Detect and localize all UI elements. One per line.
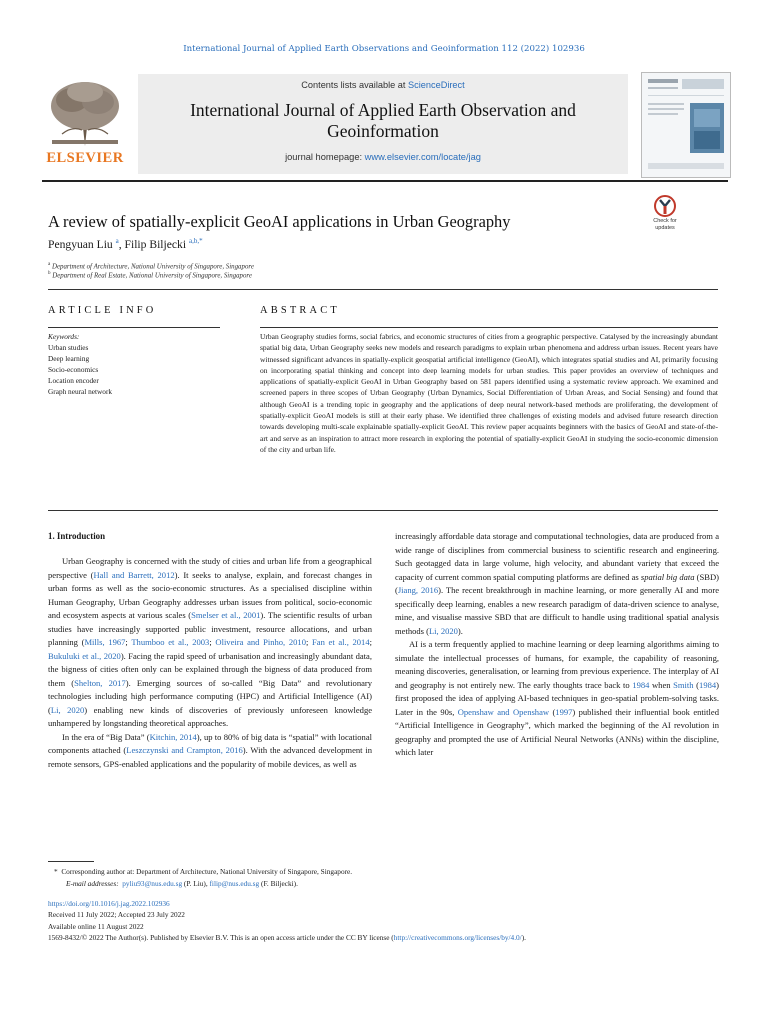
- corresponding-text: Corresponding author at: Department of Architecture, National University of Singapore, Singapore.: [61, 867, 353, 876]
- affiliation-marker[interactable]: a,b,*: [188, 237, 203, 245]
- citation-link[interactable]: Oliveira and Pinho, 2010: [215, 637, 306, 647]
- citation-link[interactable]: Smelser et al., 2001: [191, 610, 261, 620]
- header-rule: [42, 180, 728, 182]
- affiliation-mark: b: [48, 271, 51, 276]
- abstract-heading: ABSTRACT: [260, 305, 340, 316]
- check-updates-icon: [646, 194, 684, 218]
- paragraph: In the era of “Big Data” (Kitchin, 2014), up to 80% of big data is “spatial” with locational components attached (Leszczynski and Crampton, 2016). With the advanced development in remote sensors, GPS-enabled applications and the popularity of mobile devices, as well as: [48, 731, 372, 769]
- citation-link[interactable]: Fan et al., 2014: [312, 637, 370, 647]
- corresponding-note: [48, 866, 728, 878]
- affiliation-text: Department of Architecture, National University of Singapore, Singapore: [51, 263, 254, 271]
- affiliation-mark: a: [48, 262, 51, 267]
- keyword: Socio-economics: [48, 365, 99, 375]
- article-info-rule: [48, 327, 220, 328]
- affiliation-marker[interactable]: a: [115, 237, 119, 245]
- email-link[interactable]: filip@nus.edu.sg: [209, 879, 260, 888]
- running-head: International Journal of Applied Earth Observations and Geoinformation 112 (2022) 102936: [183, 44, 585, 54]
- keywords-list: [48, 331, 220, 398]
- homepage-line: [138, 152, 628, 162]
- citation-link[interactable]: Bukuluki et al., 2020: [48, 650, 121, 661]
- emphasis-text: spatial big data: [640, 571, 695, 582]
- check-updates-line1: Check for: [653, 218, 677, 224]
- abstract-text: Urban Geography studies forms, social fabrics, and economic structures of cities from a geographic perspective. Catalysed by the increasingly abundant spatial big data, Urban Geography seeks new models and research paradigms to explain urban phenomena and address urban issues. Recent years have witnessed significant advances in spatially-explicit geospatial artificial intelligence (GeoAI), which integrates spatial studies and AI, primarily focusing on incorporating spatial thinking and concept into deep learning models for urban studies. This paper provides an overview of techniques and applications of spatially-explicit GeoAI in Urban Geography based on 581 papers identified using a systematic review approach. We examined and screened papers in three scopes of Urban Geography (Urban Dynamics, Social Differentiation of Urban Areas, and Social Sensing) and found that although GeoAI is a trending topic in geography and the applications of deep neural network-based methods are proliferating, the development of spatially-explicit GeoAI models is still at their early phase. We identified three challenges of existing models and advised future research direction towards developing multi-scale explainable spatially-explicit GeoAI. This review paper acquaints beginners with the basics of GeoAI and state-of-the-art and serve as an inspiration to attract more research in exploring the potential of spatially-explicit GeoAI in studying the socio-economic dimension of the city and urban life.: [260, 332, 718, 454]
- citation-link[interactable]: 1984: [699, 679, 717, 690]
- footnote-star: *: [54, 867, 58, 876]
- affiliation: [48, 271, 252, 279]
- license-link[interactable]: http://creativecommons.org/licenses/by/4.0/: [393, 933, 522, 943]
- journal-title: International Journal of Applied Earth Observation and Geoinformation: [190, 100, 576, 141]
- footnote: [48, 866, 728, 890]
- citation-link[interactable]: Smith: [673, 679, 694, 690]
- paragraph: AI is a term frequently applied to machine learning or deep learning algorithms aiming to simulate the intellectual processes of humans, for example, the capability of reasoning, meaning discoveries, generalisation, or learning from previous experience. The interplay of AI and geography is not entirely new. The early thoughts trace back to 1984 when Smith (1984) first proposed the idea of applying AI-based techniques in geo-spatial problem-solving tasks. Later in the 90s, Openshaw and Openshaw (1997) published their influential book entitled “Artificial Intelligence in Geography”, which marked the beginning of the AI revolution in geography and prompted the use of Artificial Neural Networks (ANNs) within the discipline, which later: [395, 639, 719, 757]
- citation-link[interactable]: 1997: [555, 706, 573, 717]
- author-list: Pengyuan Liu $^a$, Filip Biljecki $^{a,b,*}$: [48, 237, 203, 251]
- doi-link[interactable]: https://doi.org/10.1016/j.jag.2022.102936: [48, 899, 170, 908]
- corresponding-author-star[interactable]: *: [199, 237, 203, 245]
- citation-link[interactable]: Shelton, 2017: [74, 677, 126, 688]
- footnote-rule: [48, 861, 94, 862]
- affiliation-text: Department of Real Estate, National University of Singapore, Singapore: [52, 272, 252, 280]
- section-rule: [48, 510, 718, 511]
- section-rule: [48, 289, 718, 290]
- keyword: Urban studies: [48, 343, 89, 353]
- publication-info: [48, 898, 526, 944]
- citation-link[interactable]: Hall and Barrett, 2012: [93, 569, 175, 580]
- license-line: 1569-8432/© 2022 The Author(s). Published by Elsevier B.V. This is an open access article under the CC BY license (http://creativecommons.org/licenses/by/4.0/).: [48, 933, 526, 943]
- online-date: Available online 11 August 2022: [48, 921, 144, 931]
- paragraph: Urban Geography is concerned with the study of cities and urban life from a geographical perspective (Hall and Barrett, 2012). It seeks to analyse, explain, and forecast changes in urban forms as well as the socio-economic structures. As a specialised discipline within Human Geography, Urban Geography addresses urban issues from political, socio-economic and ecosystem aspects at various scales (Smelser et al., 2001). The scientific results of urban studies have increasingly supported public investment, resource allocations, and urban planning (Mills, 1967; Thumboo et al., 2003; Oliveira and Pinho, 2010; Fan et al., 2014; Bukuluki et al., 2020). Facing the rapid speed of urbanisation and increasingly abundant data, the bigness of cities often only can be explained through the bigness of data produced from them (Shelton, 2017). Emerging sources of so-called “Big Data” and revolutionary technologies including high performance computing (HPC) and Artificial Intelligence (AI) (Li, 2020) enabling new kinds of discoveries of previously unforeseen knowledge unhampered by longstanding theoretical approaches.: [48, 556, 373, 728]
- citation-link[interactable]: Mills, 1967: [84, 637, 126, 647]
- keyword: Deep learning: [48, 354, 90, 364]
- keyword: Graph neural network: [48, 387, 113, 397]
- email-line: E-mail addresses: pyliu93@nus.edu.sg (P. Liu), filip@nus.edu.sg (F. Biljecki).: [66, 879, 298, 888]
- email-link[interactable]: pyliu93@nus.edu.sg: [122, 879, 183, 888]
- email-label: E-mail addresses:: [66, 879, 119, 888]
- contents-prefix: Contents lists available at: [301, 80, 409, 90]
- article-title: A review of spatially-explicit GeoAI applications in Urban Geography: [48, 212, 511, 231]
- citation-link[interactable]: Jiang, 2016: [397, 585, 439, 595]
- left-column: [48, 555, 372, 771]
- keyword: Location encoder: [48, 376, 99, 386]
- citation-link[interactable]: Li, 2020: [428, 625, 458, 636]
- elsevier-logo-text: ELSEVIER: [46, 150, 124, 166]
- citation-link[interactable]: Kitchin, 2014: [149, 731, 197, 742]
- check-for-updates-badge[interactable]: [646, 194, 684, 234]
- received-dates: Received 11 July 2022; Accepted 23 July 2022: [48, 910, 185, 920]
- citation-link[interactable]: Li, 2020: [50, 704, 85, 715]
- right-column: [395, 530, 719, 760]
- affiliation: [48, 262, 254, 270]
- introduction-heading: 1. Introduction: [48, 531, 106, 541]
- citation-link[interactable]: Leszczynski and Crampton, 2016: [126, 745, 243, 755]
- author-name[interactable]: Filip Biljecki: [124, 237, 187, 251]
- homepage-link[interactable]: www.elsevier.com/locate/jag: [364, 152, 481, 162]
- article-info-heading: ARTICLE INFO: [48, 305, 157, 316]
- check-updates-line2: updates: [655, 224, 675, 231]
- author-name[interactable]: Pengyuan Liu: [48, 237, 113, 251]
- citation-link[interactable]: 1984: [632, 679, 650, 690]
- citation-link[interactable]: Openshaw and Openshaw: [457, 706, 550, 717]
- contents-line: [138, 80, 628, 90]
- abstract-rule: [260, 327, 718, 328]
- citation-link[interactable]: Thumboo et al., 2003: [131, 637, 210, 647]
- journal-cover-thumbnail[interactable]: [641, 72, 731, 178]
- keywords-label: Keywords:: [48, 332, 80, 341]
- homepage-prefix: journal homepage:: [285, 152, 365, 162]
- paragraph: increasingly affordable data storage and computational technologies, data are produced from a wide range of disciplines from commercial business to scientific research and engineering. Such geotagged data in large volume, high velocity, and abundant variety that exceed the capacity of current common spatial computing platforms are defined as spatial big data (SBD) (Jiang, 2016). The recent breakthrough in machine learning, or more generally AI and more specifically deep learning, enables a new research paradigm of data-driven science to analyse, mine, and visualise massive SBD that are difficult to handle using traditional spatial analysis methods (Li, 2020).: [395, 531, 720, 636]
- sciencedirect-link[interactable]: ScienceDirect: [408, 80, 465, 90]
